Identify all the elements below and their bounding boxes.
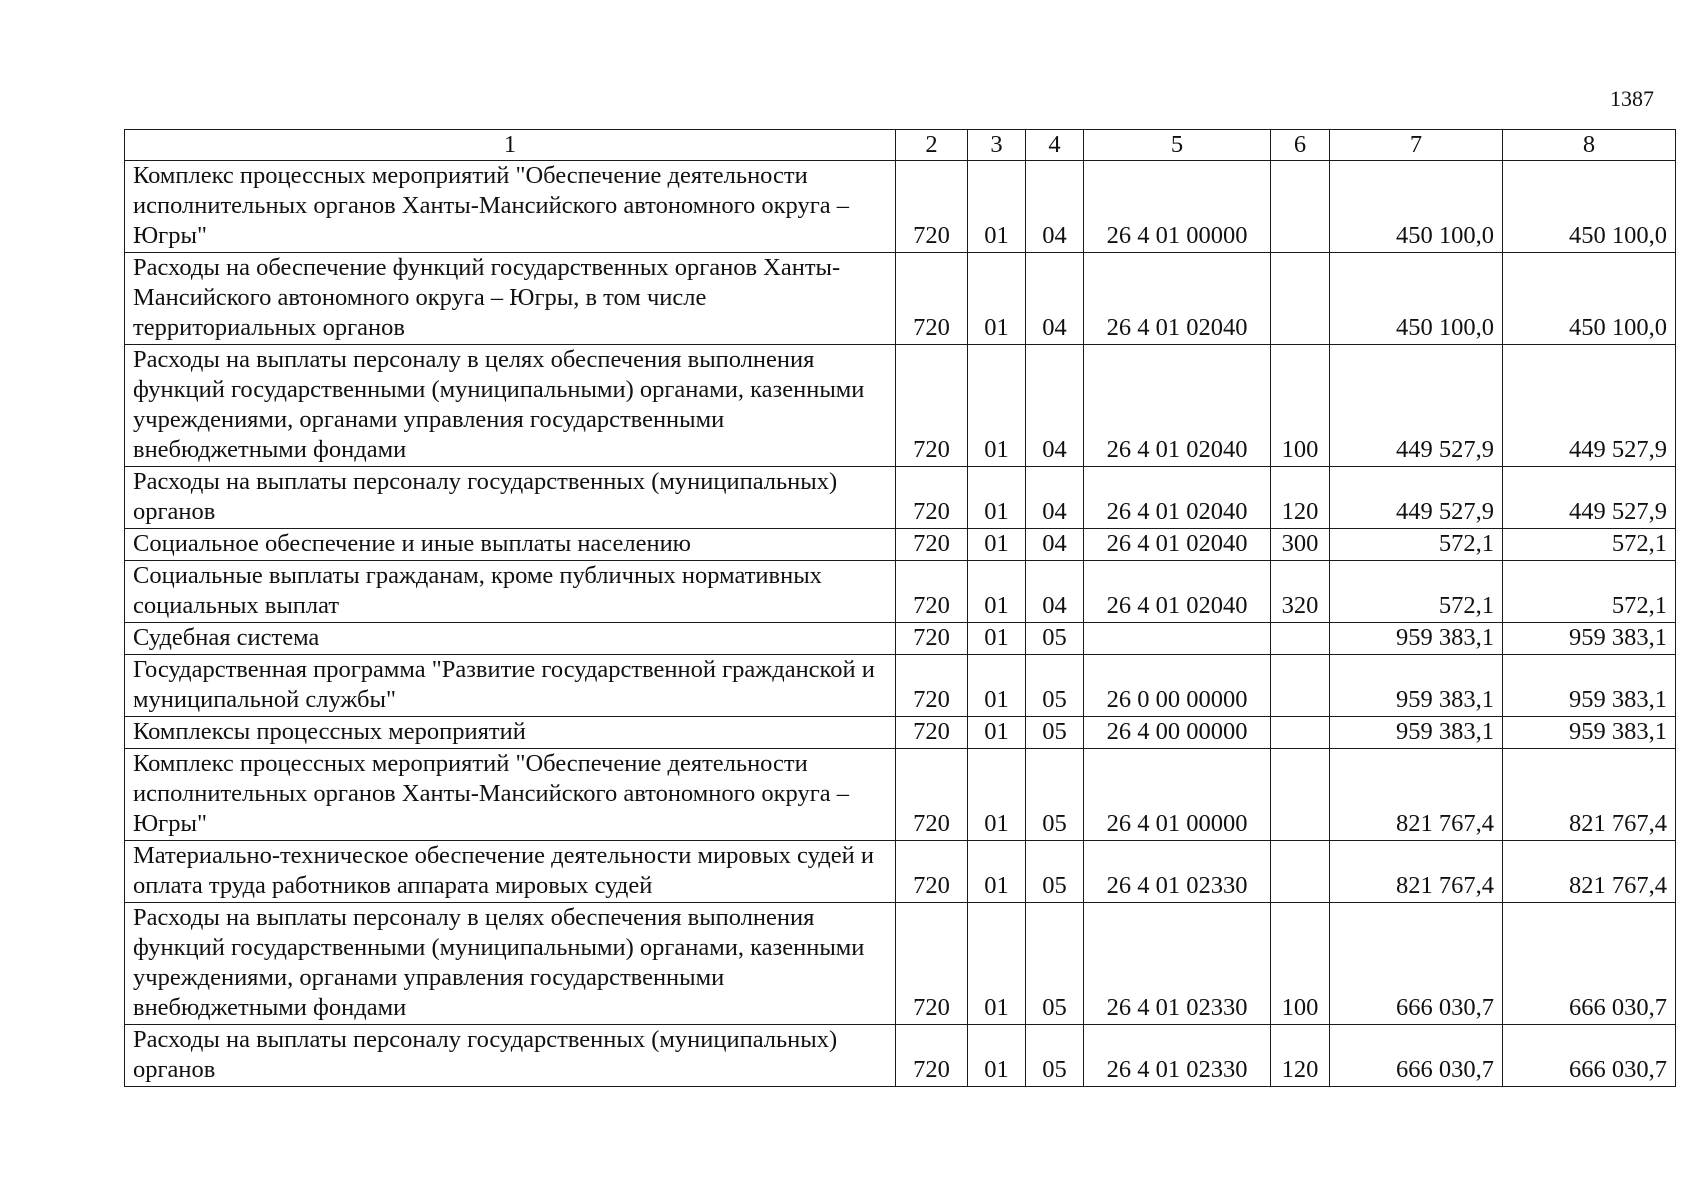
row-name-cell: Комплекс процессных мероприятий "Обеспечение деятельности исполнительных органов Ханты-Мансийского автономного округа – Югры" bbox=[125, 161, 896, 253]
table-row bbox=[125, 1025, 1676, 1087]
amount-year1-cell: 666 030,7 bbox=[1330, 1025, 1503, 1087]
subsection-code-cell: 04 bbox=[1026, 561, 1084, 623]
ved-code-cell: 720 bbox=[896, 841, 968, 903]
header-cell: 6 bbox=[1271, 130, 1330, 161]
section-code-cell: 01 bbox=[968, 903, 1026, 1025]
amount-year2-cell: 959 383,1 bbox=[1503, 717, 1676, 749]
subsection-code-cell: 04 bbox=[1026, 161, 1084, 253]
amount-year2-cell: 821 767,4 bbox=[1503, 749, 1676, 841]
table-row bbox=[125, 345, 1676, 467]
row-name-cell: Социальное обеспечение и иные выплаты населению bbox=[125, 529, 896, 561]
row-name-cell: Судебная система bbox=[125, 623, 896, 655]
row-name-cell: Государственная программа "Развитие государственной гражданской и муниципальной службы" bbox=[125, 655, 896, 717]
amount-year2-cell: 449 527,9 bbox=[1503, 345, 1676, 467]
ved-code-cell: 720 bbox=[896, 529, 968, 561]
subsection-code-cell: 05 bbox=[1026, 717, 1084, 749]
target-article-cell: 26 0 00 00000 bbox=[1084, 655, 1271, 717]
expense-type-cell bbox=[1271, 161, 1330, 253]
subsection-code-cell: 04 bbox=[1026, 467, 1084, 529]
amount-year1-cell: 572,1 bbox=[1330, 561, 1503, 623]
row-name-cell: Расходы на выплаты персоналу в целях обеспечения выполнения функций государственными (муниципальными) органами, казенными учреждениями, органами управления государственными внебюджетными фондами bbox=[125, 903, 896, 1025]
row-name-cell: Комплекс процессных мероприятий "Обеспечение деятельности исполнительных органов Ханты-Мансийского автономного округа – Югры" bbox=[125, 749, 896, 841]
amount-year2-cell: 450 100,0 bbox=[1503, 253, 1676, 345]
ved-code-cell: 720 bbox=[896, 253, 968, 345]
table-row bbox=[125, 561, 1676, 623]
table-body bbox=[125, 161, 1676, 1087]
section-code-cell: 01 bbox=[968, 841, 1026, 903]
section-code-cell: 01 bbox=[968, 655, 1026, 717]
table-row bbox=[125, 161, 1676, 253]
header-cell: 8 bbox=[1503, 130, 1676, 161]
header-cell: 4 bbox=[1026, 130, 1084, 161]
ved-code-cell: 720 bbox=[896, 467, 968, 529]
expense-type-cell: 300 bbox=[1271, 529, 1330, 561]
subsection-code-cell: 04 bbox=[1026, 253, 1084, 345]
row-name-cell: Расходы на выплаты персоналу в целях обеспечения выполнения функций государственными (муниципальными) органами, казенными учреждениями, органами управления государственными внебюджетными фондами bbox=[125, 345, 896, 467]
header-cell: 7 bbox=[1330, 130, 1503, 161]
expense-type-cell bbox=[1271, 841, 1330, 903]
section-code-cell: 01 bbox=[968, 623, 1026, 655]
target-article-cell: 26 4 01 00000 bbox=[1084, 161, 1271, 253]
expense-type-cell bbox=[1271, 655, 1330, 717]
table-row bbox=[125, 529, 1676, 561]
ved-code-cell: 720 bbox=[896, 717, 968, 749]
target-article-cell: 26 4 01 02330 bbox=[1084, 841, 1271, 903]
header-cell: 3 bbox=[968, 130, 1026, 161]
subsection-code-cell: 05 bbox=[1026, 903, 1084, 1025]
subsection-code-cell: 05 bbox=[1026, 1025, 1084, 1087]
ved-code-cell: 720 bbox=[896, 1025, 968, 1087]
expense-type-cell: 120 bbox=[1271, 467, 1330, 529]
subsection-code-cell: 05 bbox=[1026, 749, 1084, 841]
row-name-cell: Расходы на выплаты персоналу государственных (муниципальных) органов bbox=[125, 1025, 896, 1087]
expense-type-cell bbox=[1271, 253, 1330, 345]
row-name-cell: Комплексы процессных мероприятий bbox=[125, 717, 896, 749]
amount-year1-cell: 449 527,9 bbox=[1330, 467, 1503, 529]
target-article-cell: 26 4 01 02040 bbox=[1084, 253, 1271, 345]
ved-code-cell: 720 bbox=[896, 623, 968, 655]
row-name-cell: Расходы на выплаты персоналу государственных (муниципальных) органов bbox=[125, 467, 896, 529]
ved-code-cell: 720 bbox=[896, 903, 968, 1025]
target-article-cell: 26 4 01 02040 bbox=[1084, 529, 1271, 561]
target-article-cell: 26 4 01 02040 bbox=[1084, 467, 1271, 529]
amount-year1-cell: 666 030,7 bbox=[1330, 903, 1503, 1025]
amount-year2-cell: 821 767,4 bbox=[1503, 841, 1676, 903]
table-row bbox=[125, 655, 1676, 717]
subsection-code-cell: 04 bbox=[1026, 345, 1084, 467]
amount-year2-cell: 449 527,9 bbox=[1503, 467, 1676, 529]
section-code-cell: 01 bbox=[968, 717, 1026, 749]
amount-year2-cell: 666 030,7 bbox=[1503, 1025, 1676, 1087]
target-article-cell: 26 4 01 02040 bbox=[1084, 345, 1271, 467]
target-article-cell: 26 4 01 00000 bbox=[1084, 749, 1271, 841]
ved-code-cell: 720 bbox=[896, 161, 968, 253]
row-name-cell: Материально-техническое обеспечение деятельности мировых судей и оплата труда работников аппарата мировых судей bbox=[125, 841, 896, 903]
row-name-cell: Социальные выплаты гражданам, кроме публичных нормативных социальных выплат bbox=[125, 561, 896, 623]
amount-year2-cell: 572,1 bbox=[1503, 529, 1676, 561]
amount-year1-cell: 959 383,1 bbox=[1330, 717, 1503, 749]
ved-code-cell: 720 bbox=[896, 345, 968, 467]
amount-year2-cell: 666 030,7 bbox=[1503, 903, 1676, 1025]
header-row bbox=[125, 130, 1676, 161]
table-row bbox=[125, 717, 1676, 749]
section-code-cell: 01 bbox=[968, 345, 1026, 467]
subsection-code-cell: 05 bbox=[1026, 841, 1084, 903]
subsection-code-cell: 05 bbox=[1026, 623, 1084, 655]
expense-type-cell bbox=[1271, 717, 1330, 749]
section-code-cell: 01 bbox=[968, 253, 1026, 345]
header-cell: 1 bbox=[125, 130, 896, 161]
section-code-cell: 01 bbox=[968, 467, 1026, 529]
amount-year1-cell: 959 383,1 bbox=[1330, 623, 1503, 655]
ved-code-cell: 720 bbox=[896, 561, 968, 623]
expense-type-cell: 320 bbox=[1271, 561, 1330, 623]
amount-year1-cell: 449 527,9 bbox=[1330, 345, 1503, 467]
ved-code-cell: 720 bbox=[896, 749, 968, 841]
table-row bbox=[125, 903, 1676, 1025]
subsection-code-cell: 04 bbox=[1026, 529, 1084, 561]
section-code-cell: 01 bbox=[968, 749, 1026, 841]
expense-type-cell: 100 bbox=[1271, 903, 1330, 1025]
expense-type-cell bbox=[1271, 623, 1330, 655]
amount-year2-cell: 959 383,1 bbox=[1503, 623, 1676, 655]
target-article-cell: 26 4 01 02330 bbox=[1084, 903, 1271, 1025]
section-code-cell: 01 bbox=[968, 1025, 1026, 1087]
amount-year1-cell: 450 100,0 bbox=[1330, 161, 1503, 253]
target-article-cell: 26 4 00 00000 bbox=[1084, 717, 1271, 749]
row-name-cell: Расходы на обеспечение функций государственных органов Ханты-Мансийского автономного округа – Югры, в том числе территориальных органов bbox=[125, 253, 896, 345]
amount-year2-cell: 450 100,0 bbox=[1503, 161, 1676, 253]
amount-year1-cell: 821 767,4 bbox=[1330, 749, 1503, 841]
amount-year2-cell: 959 383,1 bbox=[1503, 655, 1676, 717]
table-row bbox=[125, 749, 1676, 841]
page-number: 1387 bbox=[1610, 86, 1654, 111]
amount-year2-cell: 572,1 bbox=[1503, 561, 1676, 623]
table-row bbox=[125, 253, 1676, 345]
section-code-cell: 01 bbox=[968, 529, 1026, 561]
amount-year1-cell: 821 767,4 bbox=[1330, 841, 1503, 903]
expense-type-cell bbox=[1271, 749, 1330, 841]
header-cell: 5 bbox=[1084, 130, 1271, 161]
amount-year1-cell: 450 100,0 bbox=[1330, 253, 1503, 345]
target-article-cell: 26 4 01 02330 bbox=[1084, 1025, 1271, 1087]
expense-type-cell: 100 bbox=[1271, 345, 1330, 467]
table-row bbox=[125, 623, 1676, 655]
section-code-cell: 01 bbox=[968, 161, 1026, 253]
expense-type-cell: 120 bbox=[1271, 1025, 1330, 1087]
amount-year1-cell: 959 383,1 bbox=[1330, 655, 1503, 717]
table-row bbox=[125, 467, 1676, 529]
ved-code-cell: 720 bbox=[896, 655, 968, 717]
table-row bbox=[125, 841, 1676, 903]
target-article-cell: 26 4 01 02040 bbox=[1084, 561, 1271, 623]
budget-table bbox=[124, 129, 1676, 1087]
amount-year1-cell: 572,1 bbox=[1330, 529, 1503, 561]
subsection-code-cell: 05 bbox=[1026, 655, 1084, 717]
target-article-cell bbox=[1084, 623, 1271, 655]
header-cell: 2 bbox=[896, 130, 968, 161]
section-code-cell: 01 bbox=[968, 561, 1026, 623]
